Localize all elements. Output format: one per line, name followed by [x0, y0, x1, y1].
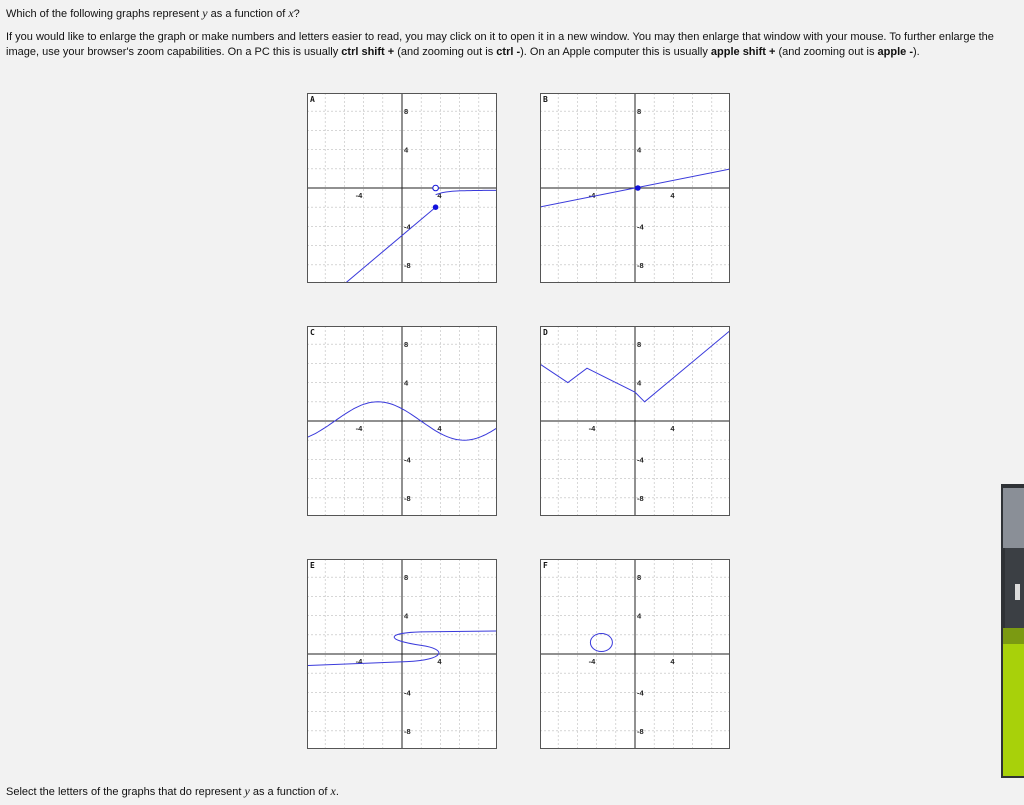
tick-y-pos8: 8: [637, 573, 642, 583]
tick-x-neg4: -4: [355, 424, 363, 433]
graph-f-label: F: [543, 561, 548, 570]
graph-e[interactable]: [307, 559, 497, 749]
tick-x-pos4: 4: [437, 657, 442, 666]
instructions-text-1: If you would like to enlarge the graph or make numbers and letters easier to read, you may click on it to open it in a new window. You may then enlarge that window with your mouse. To further enlarge the image, use your browser's zoom capabilities. On a PC this is usually: [6, 31, 994, 58]
graph-d-label: D: [543, 328, 548, 337]
curve: [344, 207, 435, 282]
pc-zoom-out-shortcut: ctrl -: [496, 46, 521, 58]
tick-y-pos8: 8: [404, 573, 409, 583]
graph-plot: [308, 327, 496, 515]
graph-plot: [541, 94, 729, 282]
tick-y-neg8: -8: [404, 726, 411, 736]
graph-d[interactable]: [540, 326, 730, 516]
tick-y-neg8: -8: [404, 260, 411, 270]
tick-y-neg8: -8: [404, 493, 411, 503]
tick-y-neg4: -4: [637, 455, 644, 465]
graph-c-label: C: [310, 328, 315, 337]
graph-f[interactable]: [540, 559, 730, 749]
tick-x-neg4: -4: [355, 191, 363, 200]
instructions: [6, 30, 1018, 60]
pc-zoom-in-shortcut: ctrl shift +: [341, 46, 395, 58]
tick-y-neg8: -8: [637, 493, 644, 503]
tick-y-pos8: 8: [637, 107, 642, 117]
tick-y-pos4: 4: [637, 145, 642, 155]
mac-zoom-out-shortcut: apple -: [877, 46, 913, 58]
graph-plot: [541, 560, 729, 748]
instructions-text-4: (and zooming out is: [775, 46, 878, 58]
curve: [590, 633, 612, 651]
open-point: [433, 185, 439, 191]
tick-y-pos8: 8: [404, 340, 409, 350]
graph-plot: [308, 94, 496, 282]
footer-instruction: [6, 784, 339, 799]
tick-x-pos4: 4: [670, 424, 675, 433]
mac-zoom-in-shortcut: apple shift +: [710, 46, 776, 58]
tick-y-neg4: -4: [637, 222, 644, 232]
graph-a[interactable]: [307, 93, 497, 283]
graph-a-label: A: [310, 95, 315, 104]
footer-prefix: Select the letters of the graphs that do represent: [6, 786, 245, 798]
tick-x-pos4: 4: [670, 191, 675, 200]
tick-x-pos4: 4: [670, 657, 675, 666]
graph-b-label: B: [543, 95, 548, 104]
closed-point: [635, 185, 641, 191]
footer-middle: as a function of: [249, 786, 331, 798]
graph-b[interactable]: [540, 93, 730, 283]
instructions-text-3: ). On an Apple computer this is usually: [520, 46, 711, 58]
tick-x-neg4: -4: [588, 657, 596, 666]
footer-suffix: .: [335, 786, 339, 798]
tick-y-neg8: -8: [637, 260, 644, 270]
tick-y-neg8: -8: [637, 726, 644, 736]
tick-y-pos8: 8: [404, 107, 409, 117]
side-photo-image: [1001, 484, 1024, 778]
graph-plot: [541, 327, 729, 515]
tick-y-neg4: -4: [404, 222, 411, 232]
footer-var-x: x: [330, 784, 336, 798]
tick-y-neg4: -4: [404, 688, 411, 698]
curve: [436, 190, 496, 194]
side-photo-thumbnail: [1001, 484, 1024, 778]
instructions-text-2: (and zooming out is: [394, 46, 497, 58]
tick-y-pos4: 4: [637, 378, 642, 388]
tick-x-neg4: -4: [588, 424, 596, 433]
question-text: [6, 6, 300, 21]
question-var-x: x: [288, 6, 294, 20]
tick-y-pos4: 4: [637, 611, 642, 621]
instructions-text-5: ).: [912, 46, 920, 58]
tick-y-neg4: -4: [404, 455, 411, 465]
tick-x-neg4: -4: [588, 191, 596, 200]
tick-x-neg4: -4: [355, 657, 363, 666]
graph-c[interactable]: [307, 326, 497, 516]
tick-x-pos4: 4: [437, 191, 442, 200]
graph-plot: [308, 560, 496, 748]
tick-y-neg4: -4: [637, 688, 644, 698]
tick-y-pos4: 4: [404, 145, 409, 155]
closed-point: [433, 204, 439, 210]
question-middle: as a function of: [207, 8, 289, 20]
tick-x-pos4: 4: [437, 424, 442, 433]
question-var-y: y: [202, 6, 208, 20]
tick-y-pos8: 8: [637, 340, 642, 350]
footer-var-y: y: [244, 784, 250, 798]
question-prefix: Which of the following graphs represent: [6, 8, 203, 20]
graph-e-label: E: [310, 561, 315, 570]
question-suffix: ?: [293, 8, 300, 20]
tick-y-pos4: 4: [404, 378, 409, 388]
tick-y-pos4: 4: [404, 611, 409, 621]
